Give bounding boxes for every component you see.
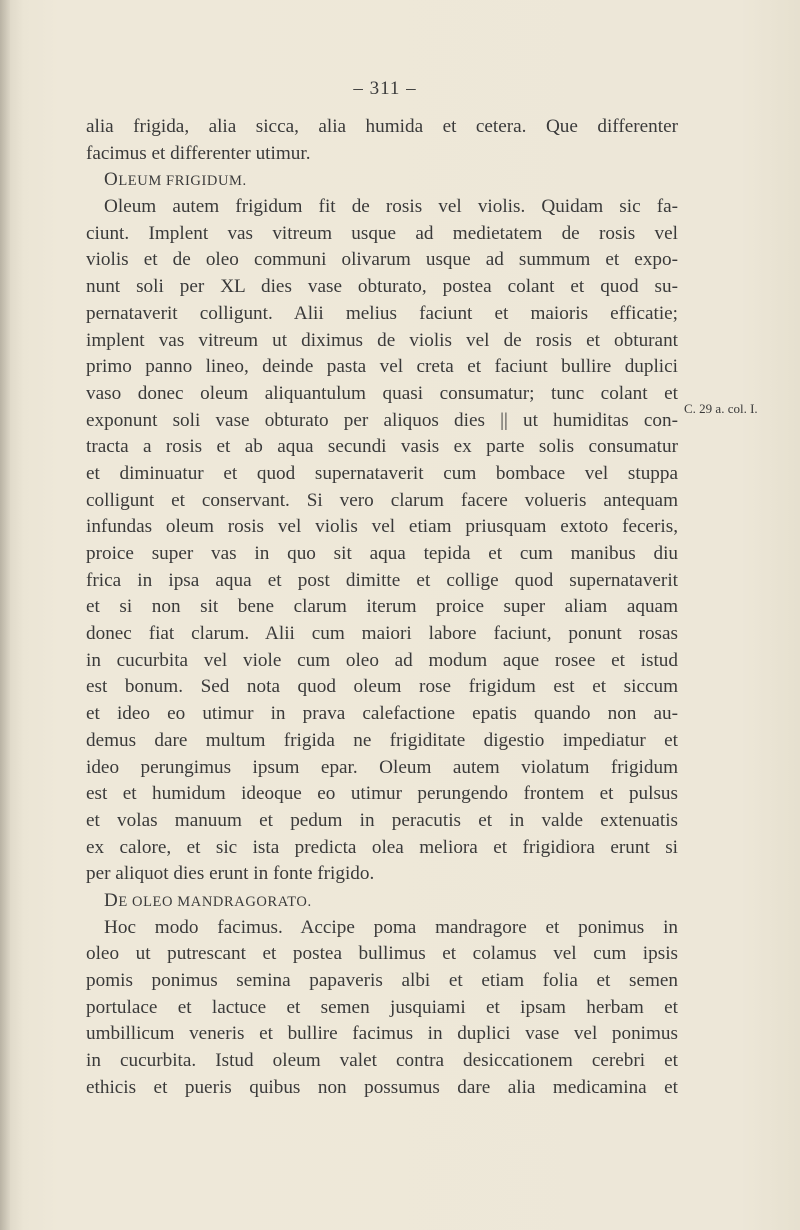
heading-rest: LEUM FRIGIDUM.	[118, 173, 247, 190]
heading-initial: D	[104, 889, 119, 911]
text-line: alia frigida, alia sicca, alia humida et cetera. Que differenter	[86, 116, 678, 137]
body-text	[86, 114, 678, 1101]
text-line: est bonum. Sed nota quod oleum rose frigidum est et siccum	[86, 676, 678, 698]
text-line: demus dare multum frigida ne frigiditate digestio impediatur et	[86, 729, 678, 751]
text-line: portulace et lactuce et semen jusquiami et ipsam herbam et	[86, 996, 678, 1018]
text-line: in cucurbita vel viole cum oleo ad modum aque rosee et istud	[86, 649, 678, 671]
text-line: tracta a rosis et ab aqua secundi vasis ex parte solis consumatur	[86, 436, 678, 458]
text-line: et si non sit bene clarum iterum proice super aliam aquam	[86, 596, 678, 618]
text-line: exponunt soli vase obturato per aliquos dies || ut humiditas con-	[86, 409, 678, 431]
text-line: et ideo eo utimur in prava calefactione epatis quando non au-	[86, 703, 678, 725]
text-line: pomis ponimus semina papaveris albi et etiam folia et semen	[86, 970, 678, 991]
margin-reference-note: C. 29 a. col. I.	[684, 401, 758, 416]
text-line: et volas manuum et pedum in peracutis et in valde extenuatis	[86, 809, 678, 831]
text-line: ciunt. Implent vas vitreum usque ad medietatem de rosis vel	[86, 222, 678, 244]
heading-rest: E OLEO MANDRAGORATO.	[118, 893, 312, 910]
text-line: in cucurbita. Istud oleum valet contra desiccationem cerebri et	[86, 1050, 678, 1072]
text-line: et diminuatur et quod supernataverit cum bombace vel stuppa	[86, 462, 678, 484]
text-line: infundas oleum rosis vel violis vel etiam priusquam extoto feceris,	[86, 516, 678, 538]
text-line: ethicis et pueris quibus non possumus dare alia medicamina et	[86, 1076, 678, 1098]
text-line: implent vas vitreum ut diximus de violis vel de rosis et obturant	[86, 329, 678, 351]
section-heading-de-oleo-mandragorato	[86, 888, 678, 915]
text-line: colligunt et conservant. Si vero clarum facere volueris antequam	[86, 489, 678, 511]
text-line: primo panno lineo, deinde pasta vel creta et faciunt bullire duplici	[86, 356, 678, 378]
text-line: ideo perungimus ipsum epar. Oleum autem violatum frigidum	[86, 756, 678, 778]
binding-edge	[0, 0, 10, 1230]
text-line: oleo ut putrescant et postea bullimus et colamus vel cum ipsis	[86, 943, 678, 965]
text-line: facimus et differenter utimur.	[86, 142, 311, 164]
text-line: violis et de oleo communi olivarum usque ad summum et expo-	[86, 249, 678, 271]
text-line: Oleum autem frigidum fit de rosis vel violis. Quidam sic fa-	[104, 196, 678, 218]
text-line: nunt soli per XL dies vase obturato, postea colant et quod su-	[86, 276, 678, 298]
text-line: vaso donec oleum aliquantulum quasi consumatur; tunc colant et	[86, 382, 678, 404]
text-line: pernataverit colligunt. Alii melius faciunt et maioris efficatie;	[86, 302, 678, 324]
text-line: proice super vas in quo sit aqua tepida et cum manibus diu	[86, 543, 678, 564]
section-heading-oleum-frigidum	[86, 167, 678, 194]
text-line: est et humidum ideoque eo utimur perungendo frontem et pulsus	[86, 783, 678, 805]
text-line: Hoc modo facimus. Accipe poma mandragore et ponimus in	[104, 916, 678, 938]
page-number: – 311 –	[353, 78, 417, 99]
text-line: per aliquot dies erunt in fonte frigido.	[86, 863, 375, 885]
text-line: donec fiat clarum. Alii cum maiori labore faciunt, ponunt rosas	[86, 623, 678, 645]
text-line: frica in ipsa aqua et post dimitte et collige quod supernataverit	[86, 569, 678, 591]
text-line: umbillicum veneris et bullire facimus in duplici vase vel ponimus	[86, 1023, 678, 1045]
text-line: ex calore, et sic ista predicta olea meliora et frigidiora erunt si	[86, 836, 678, 858]
heading-initial: O	[104, 169, 119, 191]
